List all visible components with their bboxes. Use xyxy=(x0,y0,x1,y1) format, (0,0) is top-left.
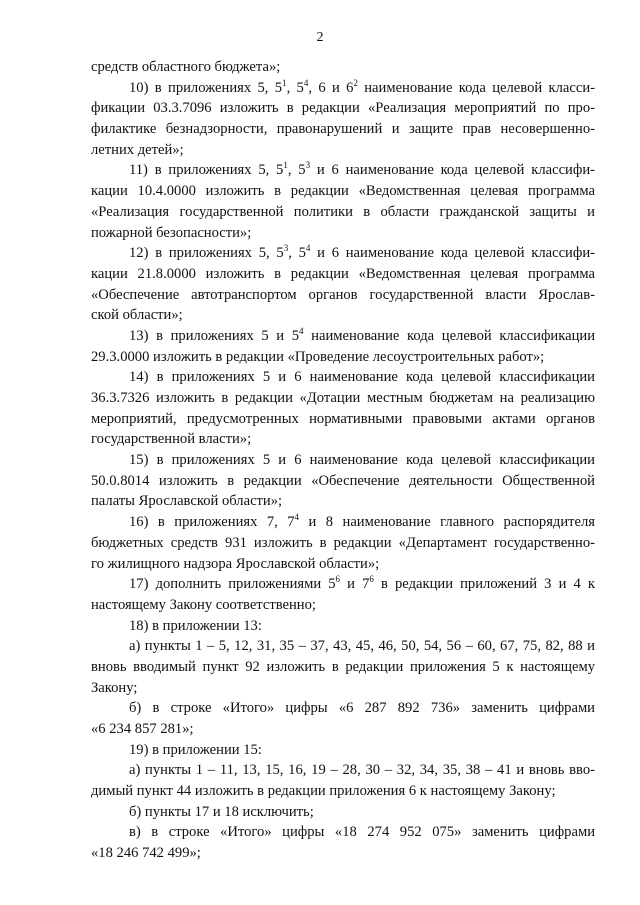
document-body xyxy=(91,57,595,864)
text-line: Закону; xyxy=(91,679,138,696)
text-line: 29.3.0000 изложить в редакции «Проведение лесоустроительных работ»; xyxy=(91,348,545,365)
text-line: ской области»; xyxy=(91,307,183,324)
text-line: «Обеспечение автотранспортом органов государственной власти Ярослав- xyxy=(91,286,595,303)
text-line: 11) в приложениях 5, $5^1$, $5^3$ и 6 наименование кода целевой классифи- xyxy=(129,160,595,179)
text-line: 16) в приложениях 7, $7^4$ и 8 наименование главного распорядителя xyxy=(129,512,595,531)
text-line: 12) в приложениях 5, $5^3$, $5^4$ и 6 наименование кода целевой классифи- xyxy=(129,243,595,262)
text-line: а) пункты 1 – 11, 13, 15, 16, 19 – 28, 30 – 32, 34, 35, 38 – 41 и вновь вво- xyxy=(129,762,595,779)
text-line: «Реализация государственной политики в области гражданской защиты и xyxy=(91,203,595,220)
text-line: средств областного бюджета»; xyxy=(91,59,281,75)
text-line: димый пункт 44 изложить в редакции приложения 6 к настоящему Закону; xyxy=(91,783,556,800)
text-line: 36.3.7326 изложить в редакции «Дотации местным бюджетам на реализацию xyxy=(91,390,595,406)
text-line: в) в строке «Итого» цифры «18 274 952 075» заменить цифрами xyxy=(129,824,595,841)
text-line: мероприятий, предусмотренных нормативными правовыми актами органов xyxy=(91,410,595,427)
text-line: пожарной безопасности»; xyxy=(91,224,252,241)
text-line: 18) в приложении 13: xyxy=(129,617,262,634)
text-line: «6 234 857 281»; xyxy=(91,721,194,737)
text-line: 14) в приложениях 5 и 6 наименование кода целевой классификации xyxy=(129,369,595,386)
text-line: государственной власти»; xyxy=(91,431,252,448)
text-line: фикации 03.3.7096 изложить в редакции «Реализация мероприятий по про- xyxy=(91,100,595,117)
text-line: 10) в приложениях 5, $5^1$, $5^4$, 6 и $6^2$ наименование кода целевой класси- xyxy=(129,77,595,96)
text-line: 50.0.8014 изложить в редакции «Обеспечение деятельности Общественной xyxy=(91,472,595,489)
text-line: бюджетных средств 931 изложить в редакции «Департамент государственно- xyxy=(91,534,595,551)
text-line: 17) дополнить приложениями $5^6$ и $7^6$ в редакции приложений 3 и 4 к xyxy=(129,574,596,593)
text-line: 13) в приложениях 5 и $5^4$ наименование кода целевой классификации xyxy=(129,325,595,344)
text-line: вновь вводимый пункт 92 изложить в редакции приложения 5 к настоящему xyxy=(91,658,595,675)
text-line: го жилищного надзора Ярославской области»; xyxy=(91,555,380,572)
text-line: летних детей»; xyxy=(91,141,184,158)
text-line: б) пункты 17 и 18 исключить; xyxy=(129,803,314,820)
text-line: 15) в приложениях 5 и 6 наименование кода целевой классификации xyxy=(129,452,595,469)
text-line: б) в строке «Итого» цифры «6 287 892 736» заменить цифрами xyxy=(129,700,595,717)
text-line: «18 246 742 499»; xyxy=(91,845,201,862)
text-line: а) пункты 1 – 5, 12, 31, 35 – 37, 43, 45, 46, 50, 54, 56 – 60, 67, 75, 82, 88 и xyxy=(129,638,595,655)
text-line: филактике безнадзорности, правонарушений и защите прав несовершенно- xyxy=(91,121,595,138)
text-line: настоящему Закону соответственно; xyxy=(91,596,316,613)
page-number: 2 xyxy=(316,30,324,45)
text-line: 19) в приложении 15: xyxy=(129,741,262,758)
text-line: кации 21.8.0000 изложить в редакции «Ведомственная целевая программа xyxy=(91,265,595,282)
text-line: кации 10.4.0000 изложить в редакции «Ведомственная целевая программа xyxy=(91,183,595,200)
text-line: палаты Ярославской области»; xyxy=(91,493,283,510)
